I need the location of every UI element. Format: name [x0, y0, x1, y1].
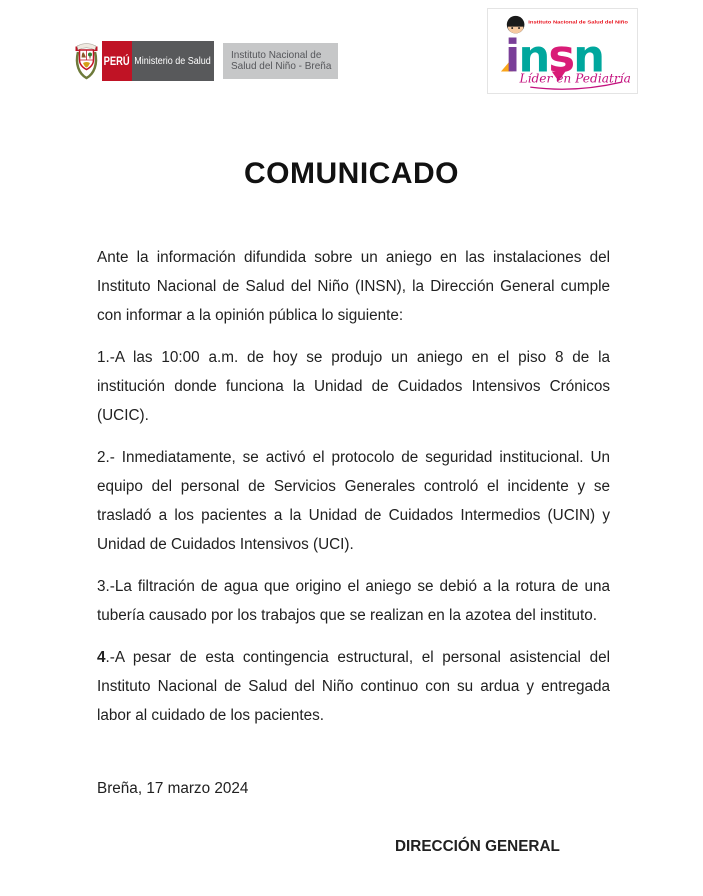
- item-text: .-A pesar de esta contingencia estructural, el personal asistencial del Instituto Nacional de Salud del Niño continuo con su ardua y entregada labor al cuidado de los pacientes.: [97, 649, 610, 724]
- item-paragraph-2: [97, 443, 610, 559]
- item-number: 3: [97, 578, 106, 595]
- item-paragraph-3: [97, 572, 610, 630]
- insn-logo: [488, 9, 637, 93]
- peru-red-block: [102, 41, 132, 81]
- document-body: [97, 243, 610, 874]
- insn-wordmark: insn: [504, 29, 604, 83]
- ministry-block: [132, 41, 214, 81]
- dateline: Breña, 17 marzo 2024: [97, 780, 249, 797]
- document-title: COMUNICADO: [244, 157, 459, 190]
- peru-label: PERÚ: [103, 54, 131, 68]
- insn-tagline: Líder en Pediatría: [519, 71, 631, 86]
- item-paragraph-1: [97, 343, 610, 430]
- institute-label-line1: Instituto Nacional de: [231, 48, 322, 61]
- item-paragraph-4: [97, 643, 610, 730]
- item-number: 4: [97, 649, 106, 666]
- item-number: 1: [97, 349, 106, 366]
- peru-coat-of-arms-icon: [73, 38, 100, 82]
- signature: DIRECCIÓN GENERAL: [395, 838, 560, 855]
- item-text: .-La filtración de agua que origino el aniego se debió a la rotura de una tubería causado por los trabajos que se realizan en la azotea del instituto.: [97, 578, 610, 624]
- ministry-label: Ministerio de Salud: [134, 55, 212, 67]
- institute-block: [223, 43, 338, 79]
- item-text: .-A las 10:00 a.m. de hoy se produjo un aniego en el piso 8 de la institución donde funciona la Unidad de Cuidados Intensivos Crónicos (UCIC).: [97, 349, 610, 424]
- intro-paragraph: Ante la información difundida sobre un aniego en las instalaciones del Instituto Nacional de Salud del Niño (INSN), la Dirección General cumple con informar a la opinión pública lo siguiente:: [97, 249, 610, 324]
- insn-logo-box: [487, 8, 638, 94]
- item-text: .- Inmediatamente, se activó el protocolo de seguridad institucional. Un equipo del personal de Servicios Generales controló el incidente y se trasladó a los pacientes a la Unidad de Cuidados Intermedios (UCIN) y Unidad de Cuidados Intensivos (UCI).: [97, 449, 610, 553]
- institute-label-line2: Salud del Niño - Breña: [231, 60, 332, 72]
- gov-header-bar: [73, 38, 338, 82]
- item-number: 2: [97, 449, 106, 466]
- insn-top-text: Instituto Nacional de Salud del Niño: [528, 19, 629, 25]
